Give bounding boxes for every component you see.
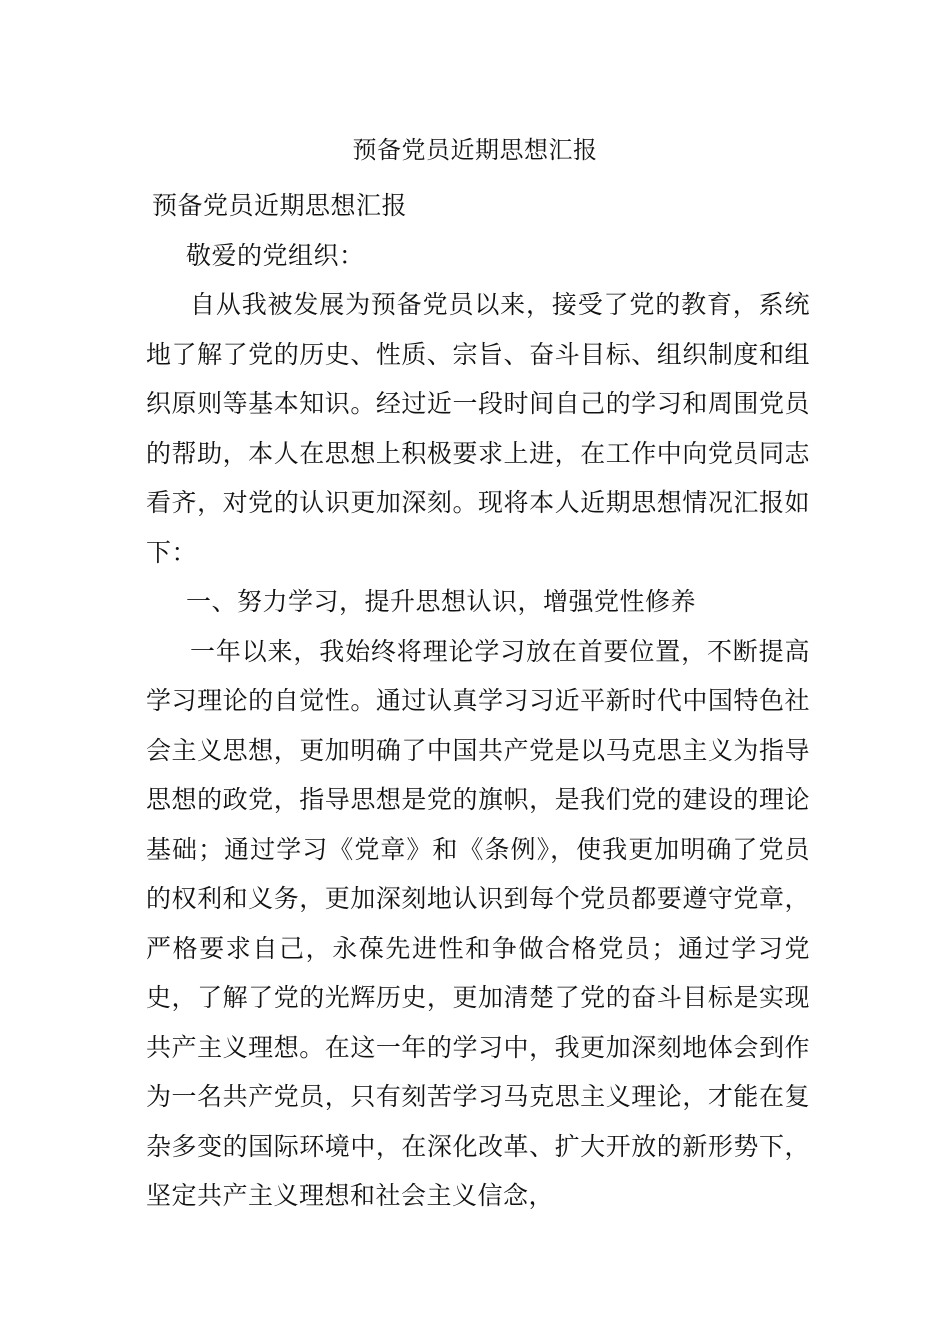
- paragraph-intro: 自从我被发展为预备党员以来，接受了党的教育，系统地了解了党的历史、性质、宗旨、奋斗目标、组织制度和组织原则等基本知识。经过近一段时间自己的学习和周围党员的帮助，本人在思想上积极要求上进，在工作中向党员同志看齐，对党的认识更加深刻。现将本人近期思想情况汇报如下：: [146, 290, 810, 567]
- salutation: 敬爱的党组织：: [186, 240, 365, 270]
- document-title: 预备党员近期思想汇报: [352, 136, 598, 164]
- section-heading-1: 一、努力学习，提升思想认识，增强党性修养: [186, 587, 697, 616]
- document-body: [146, 181, 810, 1221]
- paragraph-study: 一年以来，我始终将理论学习放在首要位置，不断提高学习理论的自觉性。通过认真学习习近平新时代中国特色社会主义思想，更加明确了中国共产党是以马克思主义为指导思想的政党，指导思想是党的旗帜，是我们党的建设的理论基础；通过学习《党章》和《条例》，使我更加明确了党员的权利和义务，更加深刻地认识到每个党员都要遵守党章，严格要求自己，永葆先进性和争做合格党员；通过学习党史，了解了党的光辉历史，更加清楚了党的奋斗目标是实现共产主义理想。在这一年的学习中，我更加深刻地体会到作为一名共产党员，只有刻苦学习马克思主义理论，才能在复杂多变的国际环境中，在深化改革、扩大开放的新形势下，坚定共产主义理想和社会主义信念，: [146, 636, 810, 1210]
- document-subtitle: 预备党员近期思想汇报: [152, 191, 408, 220]
